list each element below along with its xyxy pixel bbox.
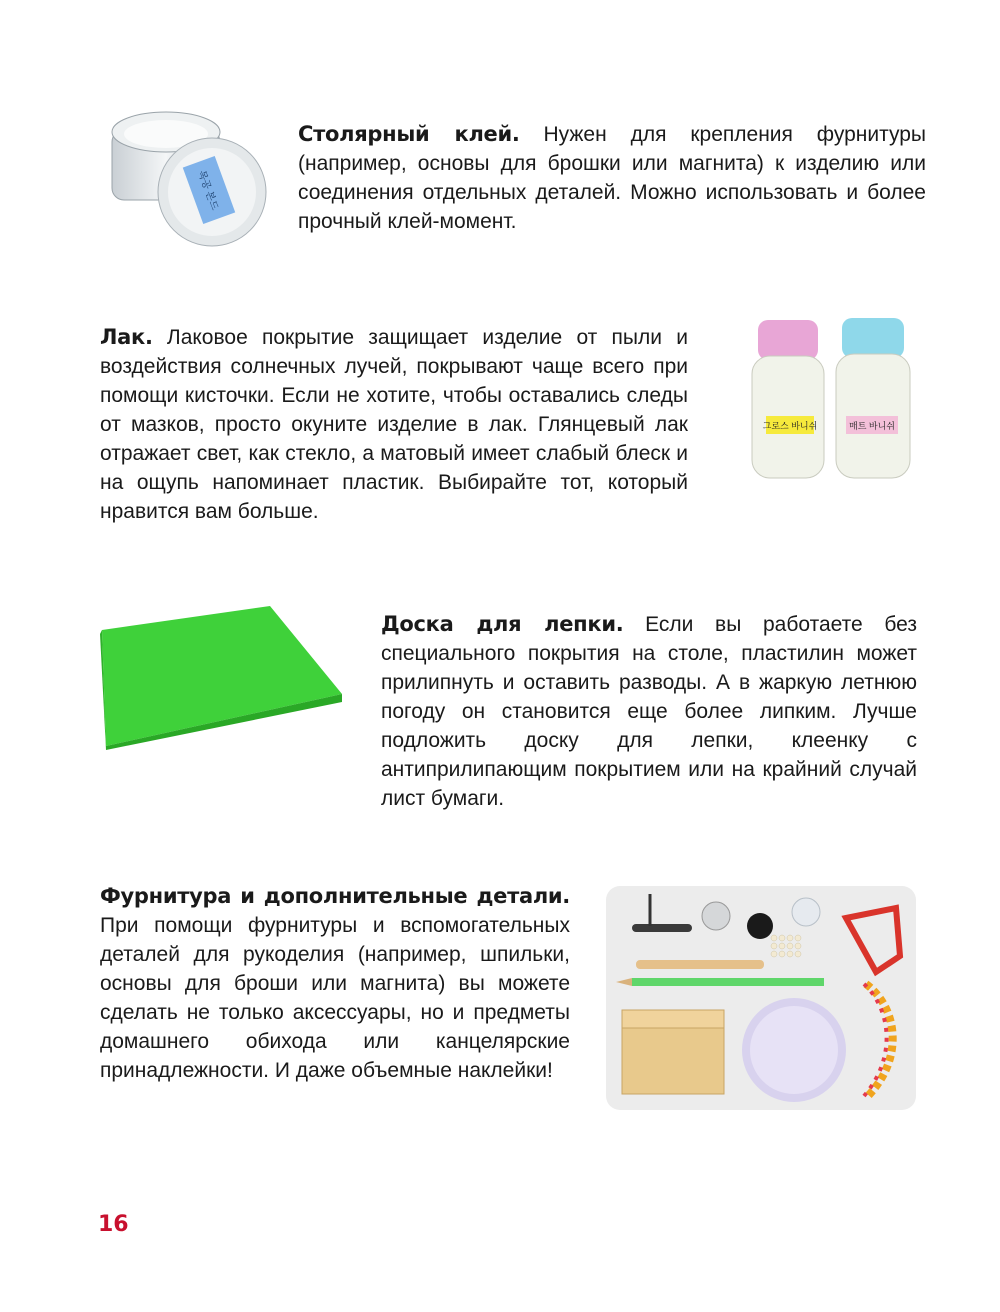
modeling-board-image — [96, 600, 346, 750]
svg-text:그로스 바니쉬: 그로스 바니쉬 — [762, 421, 818, 431]
section-lead: Доска для лепки. — [381, 612, 624, 636]
section-text: Лаковое покрытие защищает изделие от пыли и воздействия солнечных лучей, покрывают чаще всего при помощи кисточки. Если не хотите, чтобы оставались следы от мазков, просто окуните изделие в лак. Глянцевый лак отражает свет, как стекло, а матовый имеет слабый блеск и на ощупь напоминает пластик. Выбирайте тот, который нравится вам больше. — [100, 326, 688, 523]
section-glue — [298, 120, 926, 236]
svg-text:목공 본드: 목공 본드 — [195, 169, 220, 212]
section-text: Нужен для крепления фурнитуры (например, основы для брошки или магнита) к изделию или соединения отдельных деталей. Можно использовать и более прочный клей-момент. — [298, 123, 926, 233]
accessories-photo — [606, 886, 916, 1110]
varnish-bottles-image — [748, 316, 916, 482]
page-number: 16 — [98, 1212, 129, 1237]
section-lead: Фурнитура и дополнительные детали. — [100, 884, 570, 908]
section-lead: Лак. — [100, 325, 153, 349]
section-varnish — [100, 323, 688, 526]
section-board — [381, 610, 917, 813]
section-text: Если вы работаете без специального покрытия на столе, пластилин может прилипнуть и оставить разводы. А в жаркую летнюю погоду он становится еще более липким. Лучше подложить доску для лепки, клеенку с антиприлипающим покрытием или на крайний случай лист бумаги. — [381, 613, 917, 810]
svg-text:매트 바니쉬: 매트 바니쉬 — [849, 421, 895, 431]
section-accessories — [100, 882, 570, 1085]
glue-jar-image — [108, 108, 270, 250]
section-lead: Столярный клей. — [298, 122, 520, 146]
section-text: При помощи фурнитуры и вспомогательных деталей для рукоделия (например, шпильки, основы для броши или магнита) вы можете сделать не только аксессуары, но и предметы домашнего обихода или канцелярские принадлежности. И даже объемные наклейки! — [100, 914, 570, 1082]
